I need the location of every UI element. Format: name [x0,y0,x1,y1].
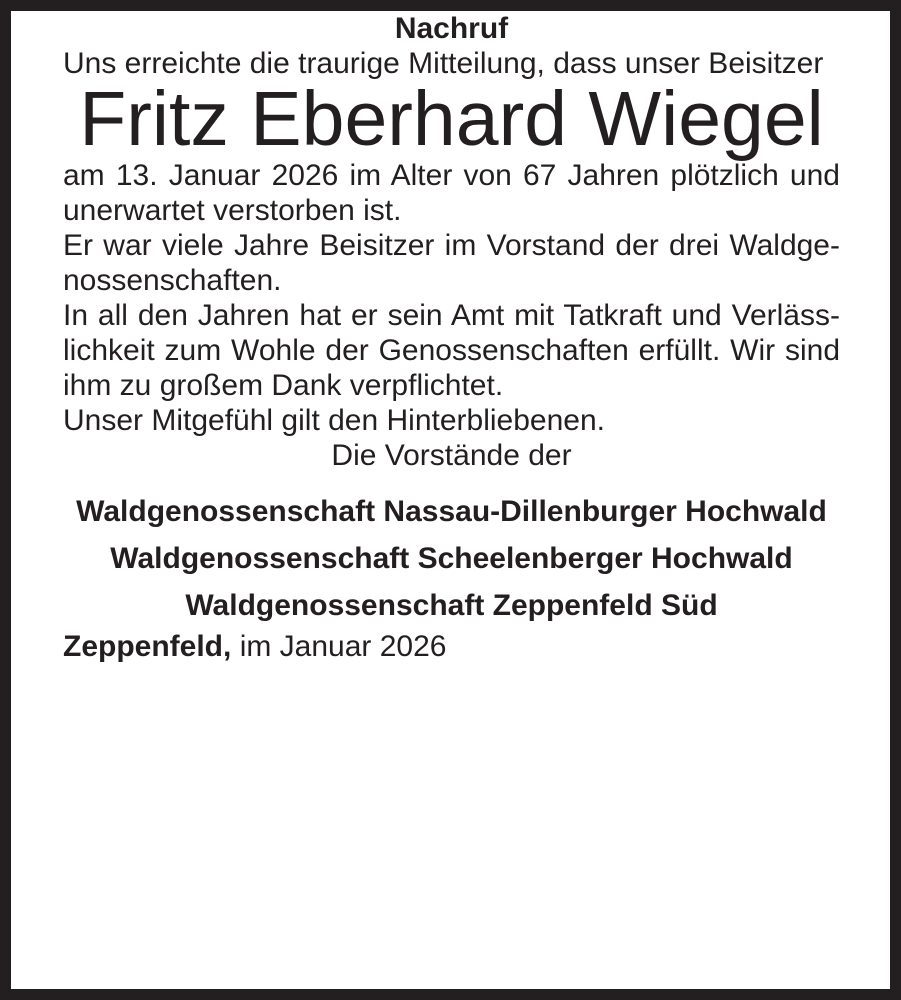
tribute-paragraph-gratitude: In all den Jahren hat er sein Amt mit Tatkraft und Verlässlichkeit zum Wohle der Genossenschaften erfüllt. Wir sind ihm zu großem Dank verpflichtet. [63,299,840,402]
deceased-name: Fritz Eberhard Wiegel [79,76,824,162]
place-label: Zeppenfeld, [63,630,232,663]
condolence-line: Unser Mitgefühl gilt den Hinterbliebenen. [63,404,605,437]
organization-name: Waldgenossenschaft Scheelenberger Hochwald [110,542,793,575]
intro-text: Uns erreichte die traurige Mitteilung, dass unser Beisitzer [63,47,824,80]
organization-name: Waldgenossenschaft Nassau-Dillenburger Hochwald [76,495,827,528]
closing-line: Die Vorstände der [331,439,572,472]
death-details-paragraph: am 13. Januar 2026 im Alter von 67 Jahren plötzlich und unerwartet verstorben ist. [63,159,840,227]
tribute-paragraph-role: Er war viele Jahre Beisitzer im Vorstand der drei Waldgenossenschaften. [63,229,840,297]
place-date-line [63,629,840,664]
obituary-title: Nachruf [394,12,509,45]
organizations-list [63,488,840,629]
organization-name: Waldgenossenschaft Zeppenfeld Süd [185,589,718,622]
date-label: im Januar 2026 [239,630,447,663]
